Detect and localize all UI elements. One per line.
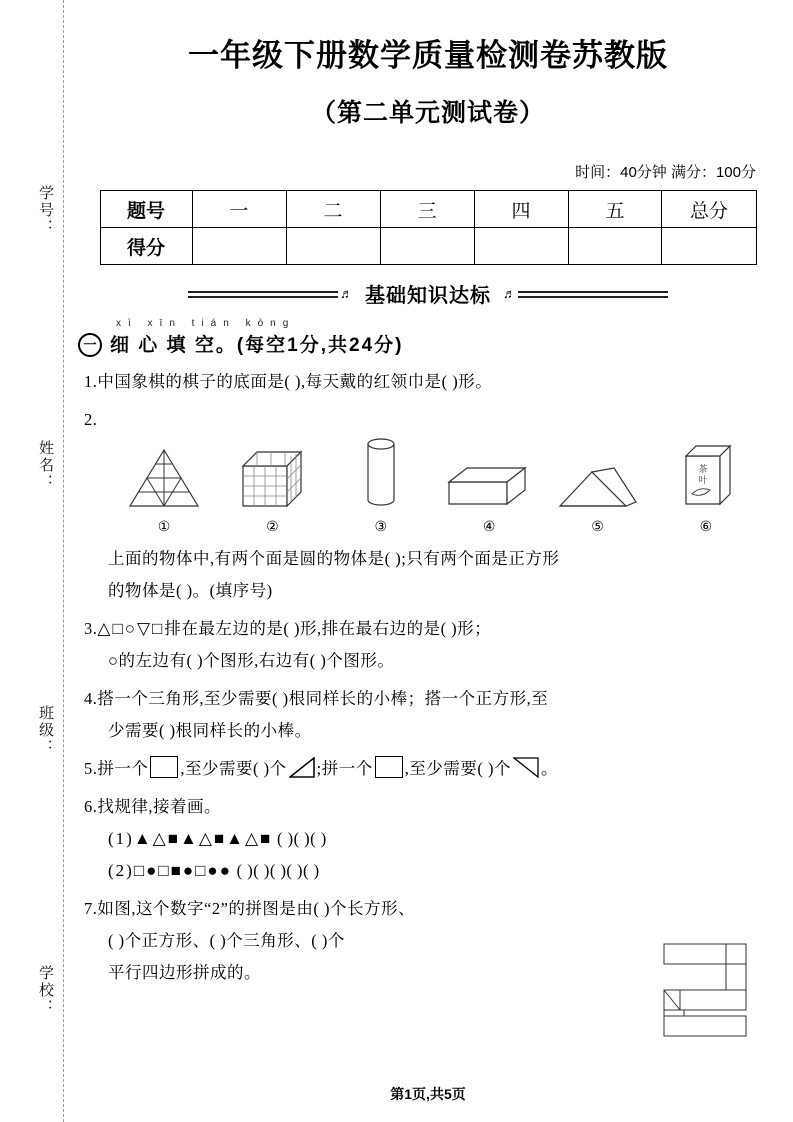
score-cell[interactable] xyxy=(662,228,756,265)
question-one-heading xyxy=(78,330,778,359)
page-title: 一年级下册数学质量检测卷苏教版 xyxy=(188,38,668,73)
item-2-line-2: 的物体是( )。(填序号) xyxy=(108,581,273,600)
question-one-text: 细 心 填 空。(每空1分,共24分) xyxy=(110,335,404,356)
item-6-blanks-2: ( )( )( )( )( ) xyxy=(236,861,320,880)
item-3-line-1 xyxy=(84,614,778,644)
cylinder-icon xyxy=(361,434,401,512)
item-5-part-e: 。 xyxy=(540,759,558,778)
score-table-header-cell: 一 xyxy=(192,191,286,228)
figure-label: ⑥ xyxy=(699,520,713,535)
score-cell[interactable] xyxy=(568,228,662,265)
right-triangle-shape-icon xyxy=(289,757,315,778)
score-cell[interactable] xyxy=(474,228,568,265)
score-table-header-cell: 五 xyxy=(568,191,662,228)
note-icon: ♬ xyxy=(340,285,353,301)
figure-label: ⑤ xyxy=(591,520,604,535)
item-6-row-2 xyxy=(108,856,778,886)
item-3-prefix: 3. xyxy=(84,619,98,638)
figure-cube xyxy=(226,444,318,517)
digit-two-puzzle-figure xyxy=(650,938,770,1048)
item-3-line-2: ○的左边有( )个图形,右边有( )个图形。 xyxy=(108,651,395,670)
page-footer: 第1页,共5页 xyxy=(390,1086,466,1102)
item-6-row-1 xyxy=(108,824,778,854)
item-3-shape-sequence: △□○▽□ xyxy=(97,619,165,638)
item-4-line-2: 少需要( )根同样长的小棒。 xyxy=(108,721,312,740)
note-icon: ♬ xyxy=(503,285,516,301)
item-5-part-a: 5.拼一个 xyxy=(84,759,149,778)
score-table-header-cell: 总分 xyxy=(662,191,756,228)
score-table-header-cell: 三 xyxy=(380,191,474,228)
section-header xyxy=(78,279,778,308)
score-table-row-label: 得分 xyxy=(100,228,192,265)
score-table-header-cell: 题号 xyxy=(100,191,192,228)
section-decoration-right xyxy=(518,288,668,300)
item-5-part-d: ,至少需要( )个 xyxy=(404,759,511,778)
question-group-one xyxy=(78,318,778,988)
item-6-blanks-1: ( )( )( ) xyxy=(276,829,327,848)
square-shape-icon xyxy=(375,756,403,778)
score-table-score-row xyxy=(100,228,756,265)
item-5 xyxy=(84,754,778,784)
cube-icon xyxy=(235,444,309,512)
score-table xyxy=(100,190,757,265)
score-cell[interactable] xyxy=(286,228,380,265)
item-5-part-b: ,至少需要( )个 xyxy=(180,759,287,778)
item-6-sequence-2: (2)□●□■●□●● xyxy=(108,861,232,880)
item-1: 1.中国象棋的棋子的底面是( ),每天戴的红领巾是( )形。 xyxy=(84,372,493,391)
pinyin-annotation: xì xīn tián kòng xyxy=(116,318,296,329)
cuboid-icon xyxy=(443,460,535,512)
score-cell[interactable] xyxy=(380,228,474,265)
digit-two-shape-icon xyxy=(650,938,770,1048)
item-4-line-1: 4.搭一个三角形,至少需要( )根同样长的小棒；搭一个正方形,至 xyxy=(84,689,549,708)
item-2-label: 2. xyxy=(84,410,98,429)
exam-meta: 时间：40分钟 满分：100分 xyxy=(575,164,756,181)
question-number-circle: 一 xyxy=(78,333,102,357)
figure-label: ④ xyxy=(482,520,496,535)
item-7-line-1: 7.如图,这个数字“2”的拼图是由( )个长方形、 xyxy=(84,899,416,918)
score-table-header-cell: 二 xyxy=(286,191,380,228)
item-2-line-1: 上面的物体中,有两个面是圆的物体是( );只有两个面是正方形 xyxy=(108,549,560,568)
item-6-sequence-1: (1)▲△■▲△■▲△■ xyxy=(108,829,273,848)
item-7-line-3: 平行四边形拼成的。 xyxy=(108,963,261,982)
score-table-header-cell: 四 xyxy=(474,191,568,228)
square-shape-icon xyxy=(150,756,178,778)
triangular-prism-icon xyxy=(554,462,642,512)
figure-label: ① xyxy=(157,520,171,535)
exam-content xyxy=(78,0,778,1122)
item-6-title: 6.找规律,接着画。 xyxy=(84,797,221,816)
item-3-text: 排在最左边的是( )形,排在最右边的是( )形； xyxy=(164,619,492,638)
side-label-school: 学校： xyxy=(37,965,54,1016)
svg-text:茶: 茶 xyxy=(698,464,708,474)
figure-label: ② xyxy=(266,520,279,535)
pyramid-icon xyxy=(126,446,202,512)
score-cell[interactable] xyxy=(192,228,286,265)
section-decoration-left xyxy=(188,288,338,300)
figure-label: ③ xyxy=(374,520,388,535)
right-triangle-shape-icon xyxy=(513,757,539,778)
side-label-student-id: 学号： xyxy=(37,185,54,236)
figure-number-labels xyxy=(118,519,752,536)
item-5-part-c: ;拼一个 xyxy=(316,759,373,778)
score-table-header-row xyxy=(100,191,756,228)
tea-box-icon xyxy=(676,438,736,512)
side-label-class: 班级： xyxy=(37,705,54,756)
side-label-name: 姓名： xyxy=(37,440,54,491)
section-title: 基础知识达标 xyxy=(365,285,491,307)
page-subtitle: （第二单元测试卷） xyxy=(310,99,545,127)
solid-figures-row xyxy=(118,439,752,517)
svg-text:叶: 叶 xyxy=(698,475,708,485)
figure-cylinder xyxy=(335,434,427,517)
figure-tea-box xyxy=(660,438,752,517)
item-7-line-2: ( )个正方形、( )个三角形、( )个 xyxy=(108,931,345,950)
figure-cuboid xyxy=(443,460,535,517)
figure-prism xyxy=(552,462,644,517)
side-label-column xyxy=(22,0,56,1122)
left-dashed-divider xyxy=(63,0,64,1122)
figure-pyramid xyxy=(118,446,210,517)
